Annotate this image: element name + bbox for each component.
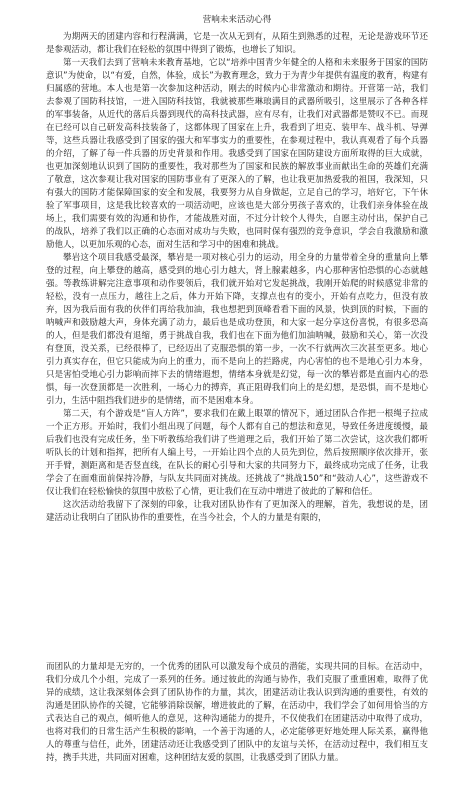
paragraph-day-two: 第二天，有个游戏是“盲人方阵”，要求我们在戴上眼罩的情况下，通过团队合作把一根绳子拉成一个正方形。开始时，我们小组出现了问题，每个人都有自己的想法和意见，导致任务进度缓慢，最后我们也没有完成任务，坐下听教练给我们讲了些道理之后，我们开始了第二次尝试，这次我们都听听队长的计划和指挥，把所有人编上号，一开始让四个点的人员先到位，然后按照顺序依次排开，张开手臂，测距离和是否竖直线，在队长的耐心引导和大家的共同努力下，最终成功完成了任务，让我学会了在面难面前保持冷静，与队友共同面对挑战。还挑战了“挑战150”和“鼓动人心”，这些游戏不仅让我们在轻松愉快的氛围中放松了心情，更让我们在互动中增进了彼此的了解和信任。 <box>46 409 428 497</box>
document-title: 营响未来活动心得 <box>202 15 272 25</box>
paragraph-teamwork-continued: 而团队的力量却是无穷的，一个优秀的团队可以激发每个成员的潜能，实现共同的目标。在活动中，我们分成几个小组，完成了一系列的任务。通过彼此的沟通与协作，我们克服了重重困难，取得了优异的成绩，这让我深刻体会到了团队协作的力量，其次，团建活动让我认识到沟通的重要性，有效的沟通是团队协作的关键，它能够消除误解，增进彼此的了解，在活动中，我们学会了如何用恰当的方式表达自己的观点，倾听他人的意见，这种沟通能力的提升，不仅使我们在团建活动中取得了成功，也将对我们的日常生活产生积极的影响，一个善于沟通的人，必定能够更好地处理人际关系，赢得他人的尊重与信任，此外，团建活动还让我感受到了团队中的友谊与关怀，在活动过程中，我们相互支持，携手共进，共同面对困难，这种团结友爱的氛围，让我感受到了团队力量。 <box>46 662 428 763</box>
paragraph-rock-climbing: 攀岩这个项目我感受最深，攀岩是一项对核心引力的运动，用全身的力量带着全身的重量向上攀登的过程，向上攀登的越高，感受到的地心引力越大，肾上腺素越多，内心那种害怕恐惧的心态就越强。等教练讲解完注意事项和动作要领后，我们就开始对它发起挑战，我刚开始爬的时候感觉非常的轻松，没有一点压力，越往上之后，体力开始下降，支撑点也有的变小，开始有点吃力，但没有放弃，因为我后面有我的伙伴们再给我加油，我也想把到顶峰看看下面的风景，快到顶的时候，下面的呐喊声和鼓励越大声，身体充满了动力，最后也是成功登顶，和大家一起分享这份喜悦，有很多恐高的人，但是我们都没有退缩，勇于挑战自我，我们也在下面为他们加油呐喊，鼓励和关心，第一次没有登顶，没关系，已经很棒了，已经迈出了克服恐惧的第一步，一次不行就两次三次甚至更多。地心引力真实存在，但它只能成为向上的重力，而不是向上的拦路虎，内心害怕的也不是地心引力本身，只是害怕受地心引力影响而摔下去的情绪遐想，情绪本身就是幻觉，每一次的攀岩都是直面内心的恐惧，每一次登顶都是一次胜利，一场心力的搏弈，真正阻碍我们向上的是幻想，是恐惧，而不是地心引力，生活中阻挡我们进步的是情绪，而不是困难本身。 <box>46 253 428 406</box>
document-page-2 <box>0 657 475 802</box>
paragraph-intro: 为期两天的团建内容和行程满满，它是一次从无到有，从陌生到熟悉的过程，无论是游戏环节还是参观活动，都让我们在轻松的氛围中得到了锻炼，也增长了知识。 <box>46 32 428 55</box>
paragraph-reflection: 这次活动给我留下了深刻的印象，让我对团队协作有了更加深入的理解，首先，我想说的是，团建活动让我明白了团队协作的重要性，在当今社会，个人的力量是有限的， <box>46 500 428 523</box>
paragraph-day-one: 第一天我们去到了营响未来教育基地，它以“培养中国青少年健全的人格和未来服务于国家的国防意识”为使命，以“有爱，自然，体验，成长”为教育理念，致力于为青少年提供有温度的教育，构建有归属感的营地。本人也是第一次参加这种活动，刚去的时候内心非常激动和期待。开营第一站，我们去参观了国防科技馆，一进入国防科技馆，我就被那些琳琅满目的武器所吸引，这里展示了各种各样的军事装备，从近代的落后兵器到现代的高科技武器，应有尽有，让我们对武器都是赞叹不已。而现在已经可以自己研发高科技装备了，这都体现了国家在上升，我看到了坦克、装甲车、战斗机、导弹等，这些兵器让我感受到了国家的强大和军事实力的重要性，在参观过程中，我认真观看了每个兵器的介绍，了解了每一件兵器的历史背景和作用。我感受到了国家在国防建设方面所取得的巨大成就，也更加深刻地认识到了国防的重要性，我对那些为了国家和民族的解放事业而献出生命的英雄们充满了敬意，这次参观让我对国家的国防事业有了更深入的了解，也让我更加热爱我的祖国，我深知，只有强大的国防才能保障国家的安全和发展，我要努力从自身做起，立足自己的学习，培好它，下午休验了军事项目，这是我比较喜欢的一项活动吧，应该也是大部分男孩子喜欢的，让我们亲身体验在战场上，我们需要有效的沟通和协作，才能战胜对面，不过分计较个人得失，自愿主动付出，保护自己的战队，培养了我们以正确的心态面对成功与失败，也同时保有强烈的竞争意识，学会自我激励和激励他人，以更加乐观的心态，面对生活和学习中的困难和挑战。 <box>46 58 428 250</box>
page-break <box>0 597 475 657</box>
